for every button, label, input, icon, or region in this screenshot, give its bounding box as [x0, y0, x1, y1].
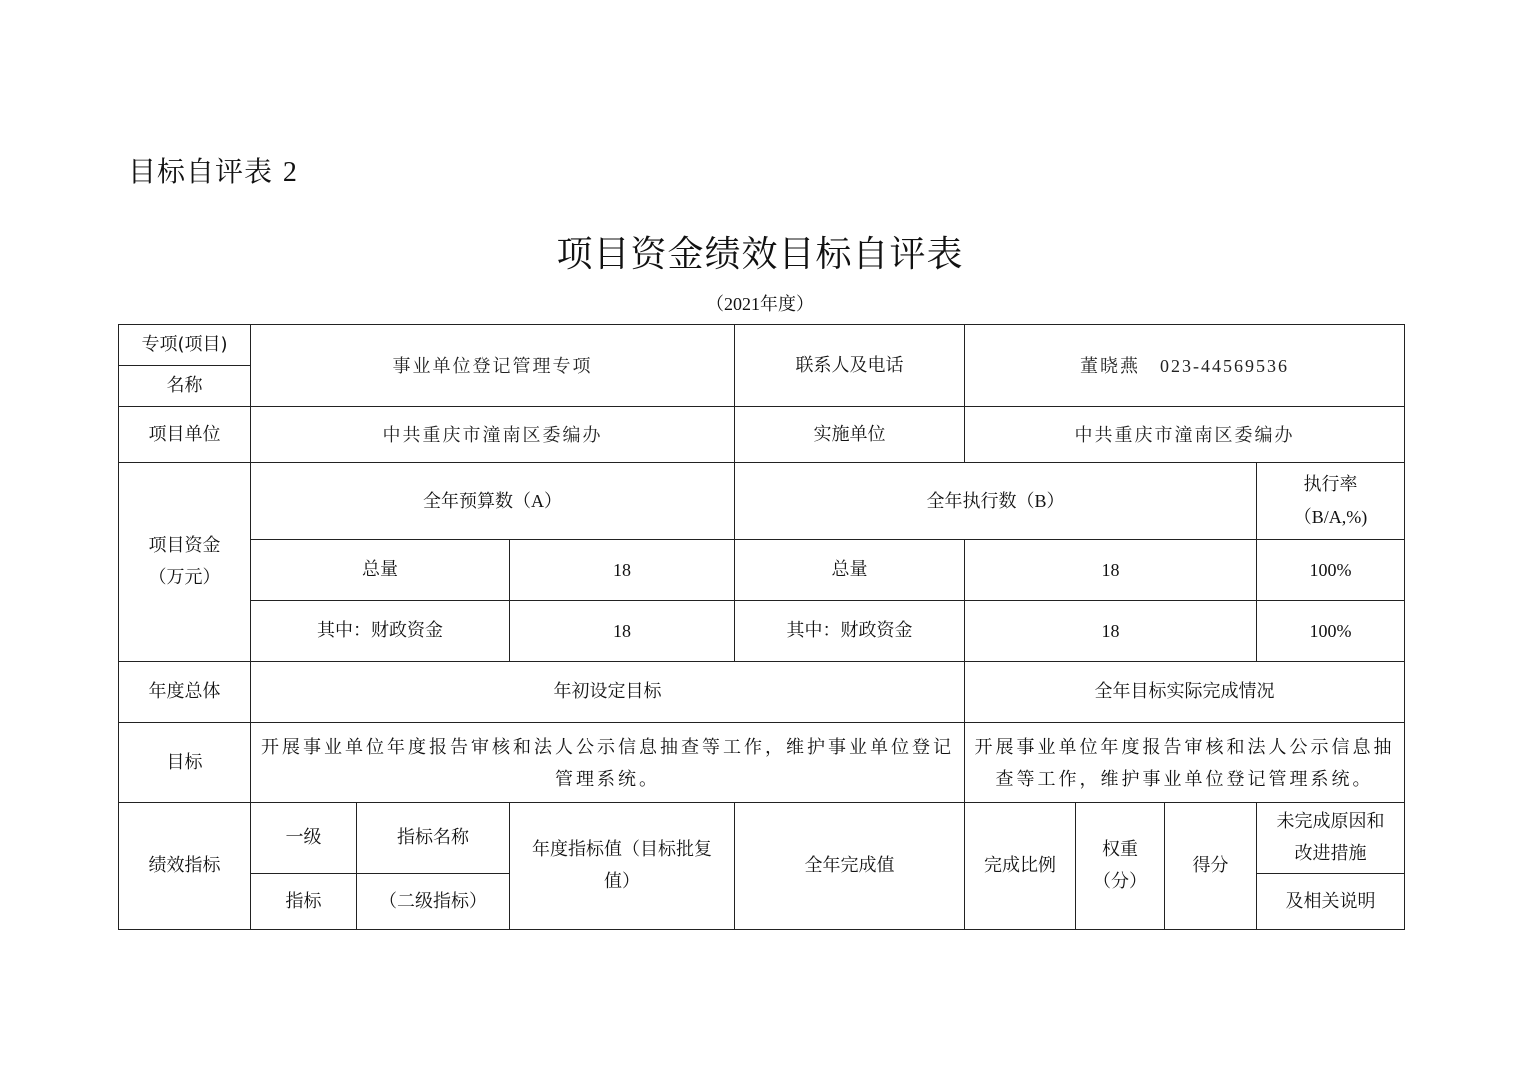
- indicator-name-label-top: 指标名称: [357, 803, 510, 874]
- page-title: 项目资金绩效目标自评表: [556, 234, 964, 275]
- impl-unit-label: 实施单位: [735, 407, 965, 463]
- caption-text: 目标自评表: [128, 155, 274, 188]
- project-name: 事业单位登记管理专项: [251, 325, 735, 407]
- project-unit-label: 项目单位: [119, 407, 251, 463]
- indicator-label: 绩效指标: [119, 803, 251, 930]
- annual-value-label: 年度指标值（目标批复 值）: [510, 803, 735, 930]
- total-exec-label: 总量: [735, 540, 965, 601]
- level1-label-top: 一级: [251, 803, 357, 874]
- fund-label: 项目资金 （万元）: [119, 463, 251, 662]
- form-caption: [128, 150, 298, 190]
- rate-header: 执行率 （B/A,%): [1257, 463, 1405, 540]
- exec-header: 全年执行数（B）: [735, 463, 1257, 540]
- initial-target-header: 年初设定目标: [251, 662, 965, 723]
- project-name-label-2: 名称: [119, 366, 251, 407]
- project-name-label-1: 专项(项目): [119, 325, 251, 366]
- fiscal-exec-label: 其中：财政资金: [735, 601, 965, 662]
- target-label: 目标: [119, 723, 251, 803]
- fiscal-rate: 100%: [1257, 601, 1405, 662]
- total-budget: 18: [510, 540, 735, 601]
- fiscal-exec: 18: [965, 601, 1257, 662]
- reason-label-top: 未完成原因和 改进措施: [1257, 803, 1405, 874]
- impl-unit: 中共重庆市潼南区委编办: [965, 407, 1405, 463]
- total-exec: 18: [965, 540, 1257, 601]
- fiscal-budget: 18: [510, 601, 735, 662]
- total-rate: 100%: [1257, 540, 1405, 601]
- indicator-name-label-bottom: （二级指标）: [357, 874, 510, 930]
- year-value: 2021: [724, 294, 760, 314]
- actual-completion-text: 开展事业单位年度报告审核和法人公示信息抽查等工作，维护事业单位登记管理系统。: [965, 723, 1405, 803]
- fiscal-label: 其中：财政资金: [251, 601, 510, 662]
- weight-label: 权重 （分）: [1076, 803, 1165, 930]
- score-label: 得分: [1165, 803, 1257, 930]
- initial-target-text: 开展事业单位年度报告审核和法人公示信息抽查等工作，维护事业单位登记管理系统。: [251, 723, 965, 803]
- completion-ratio-label: 完成比例: [965, 803, 1076, 930]
- caption-number: 2: [282, 157, 298, 188]
- budget-header: 全年预算数（A）: [251, 463, 735, 540]
- project-unit: 中共重庆市潼南区委编办: [251, 407, 735, 463]
- contact-value: 董晓燕 023-44569536: [965, 325, 1405, 407]
- reason-label-bottom: 及相关说明: [1257, 874, 1405, 930]
- total-label: 总量: [251, 540, 510, 601]
- contact-label: 联系人及电话: [735, 325, 965, 407]
- annual-overall-label: 年度总体: [119, 662, 251, 723]
- full-year-value-label: 全年完成值: [735, 803, 965, 930]
- self-evaluation-table: [118, 324, 1405, 930]
- year-subtitle: （2021年度）: [706, 294, 814, 315]
- actual-completion-header: 全年目标实际完成情况: [965, 662, 1405, 723]
- level1-label-bottom: 指标: [251, 874, 357, 930]
